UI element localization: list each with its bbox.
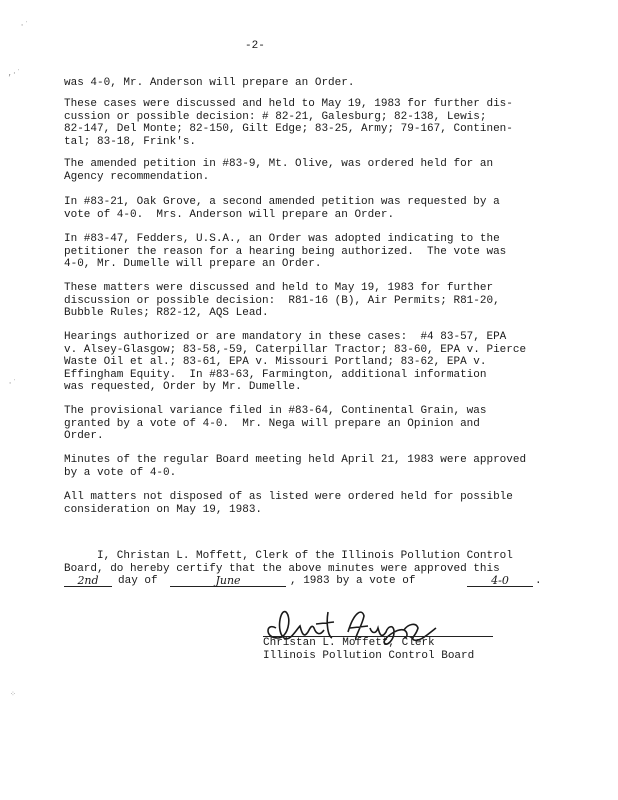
text-line: petitioner the reason for a hearing being authorized. The vote was	[64, 245, 507, 258]
text-line: In #83-21, Oak Grove, a second amended petition was requested by a	[64, 196, 500, 208]
text-line: Board, do hereby certify that the above minutes were approved this	[64, 563, 500, 575]
text-line: .	[535, 575, 542, 587]
paragraph	[64, 196, 574, 221]
text-line: day of	[118, 575, 158, 587]
text-line: Hearings authorized or are mandatory in these cases: #4 83-57, EPA	[64, 331, 507, 343]
scan-speck: ·˙	[20, 22, 29, 30]
paragraph	[64, 282, 574, 320]
text-line: , 1983 by a vote of	[290, 575, 416, 587]
paragraph	[64, 405, 574, 443]
text-line: Effingham Equity. In #83-63, Farmington, additional information	[64, 368, 487, 381]
text-line: In #83-47, Fedders, U.S.A., an Order was adopted indicating to the	[64, 233, 500, 245]
certification-statement	[64, 550, 584, 576]
text-line: 82-147, Del Monte; 82-150, Gilt Edge; 83-25, Army; 79-167, Continen-	[64, 123, 513, 136]
period	[535, 575, 555, 588]
text-line: These cases were discussed and held to May 19, 1983 for further dis-	[64, 98, 513, 110]
scan-speck: ·˙	[8, 380, 17, 388]
text-line: was requested, Order by Mr. Dumelle.	[64, 381, 302, 394]
text-line: Agency recommendation.	[64, 170, 210, 183]
text-line: discussion or possible decision: R81-16 (B), Air Permits; R81-20,	[64, 294, 500, 307]
day-of-label	[118, 575, 178, 588]
text-line: Waste Oil et al.; 83-61, EPA v. Missouri Portland; 83-62, EPA v.	[64, 356, 487, 369]
scan-speck: ⁘	[10, 691, 16, 699]
year-vote-label	[290, 575, 470, 588]
paragraph	[64, 77, 574, 90]
text-line: All matters not disposed of as listed were ordered held for possible	[64, 491, 513, 503]
month-blank: June	[170, 574, 286, 587]
text-line: Minutes of the regular Board meeting held April 21, 1983 were approved	[64, 454, 527, 466]
text-line: vote of 4-0. Mrs. Anderson will prepare an Order.	[64, 208, 395, 221]
paragraph	[64, 233, 574, 271]
text-line: was 4-0, Mr. Anderson will prepare an Order.	[64, 77, 355, 89]
text-line: tal; 83-18, Frink's.	[64, 135, 197, 148]
clerk-name: Christan L. Moffett, Clerk	[263, 637, 435, 649]
text-line: Order.	[64, 430, 104, 443]
text-line: cussion or possible decision: # 82-21, Galesburg; 82-138, Lewis;	[64, 110, 487, 123]
text-line: 4-0, Mr. Dumelle will prepare an Order.	[64, 258, 322, 271]
text-line: These matters were discussed and held to May 19, 1983 for further	[64, 282, 494, 294]
text-line: by a vote of 4-0.	[64, 466, 177, 479]
day-blank: 2nd	[64, 574, 112, 587]
page-number: -2-	[245, 40, 265, 52]
vote-blank: 4-0	[467, 574, 533, 587]
paragraph	[64, 331, 574, 394]
paragraph	[64, 158, 574, 183]
paragraph	[64, 98, 574, 148]
paragraph	[64, 454, 574, 479]
text-line: The provisional variance filed in #83-64, Continental Grain, was	[64, 405, 487, 417]
text-line: v. Alsey-Glasgow; 83-58,-59, Caterpillar Tractor; 83-60, EPA v. Pierce	[64, 343, 527, 356]
text-line: Bubble Rules; R82-12, AQS Lead.	[64, 307, 269, 320]
clerk-organization: Illinois Pollution Control Board	[263, 650, 475, 662]
paragraph	[64, 491, 574, 516]
text-line: I, Christan L. Moffett, Clerk of the Illinois Pollution Control	[64, 550, 513, 562]
text-line: consideration on May 19, 1983.	[64, 503, 263, 516]
text-line: The amended petition in #83-9, Mt. Olive, was ordered held for an	[64, 158, 494, 170]
clerk-block	[263, 637, 474, 663]
text-line: granted by a vote of 4-0. Mr. Nega will prepare an Opinion and	[64, 417, 480, 430]
scan-speck: ,·˙	[8, 70, 21, 78]
